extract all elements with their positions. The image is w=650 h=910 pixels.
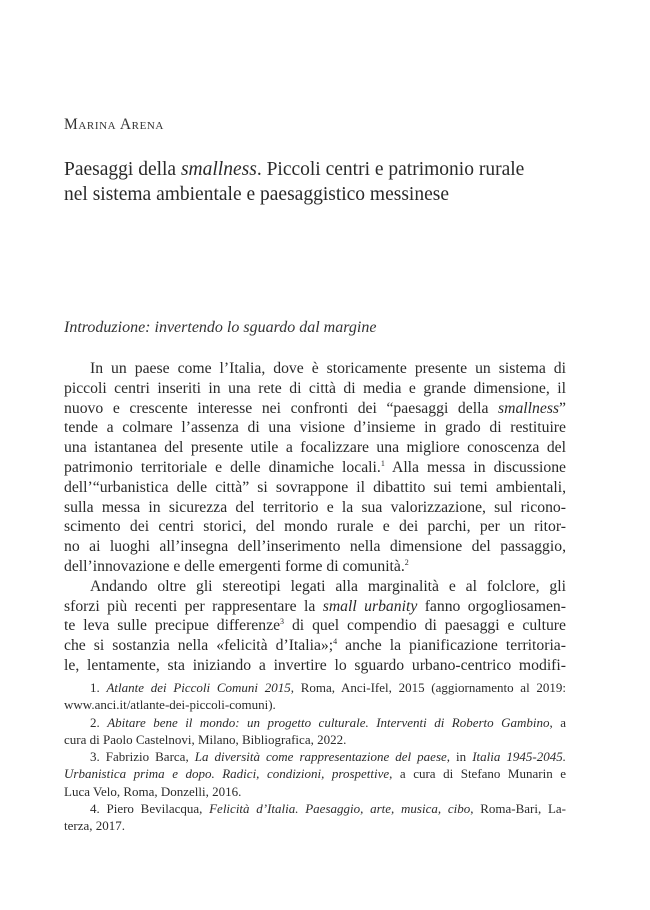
body-line: In un paese come l’Italia, dove è storicamente presente un sistema di [90, 360, 566, 377]
body-line: tende a colmare l’assenza di una visione d’insieme in grado di restituire [64, 419, 566, 437]
title-line-1 [64, 157, 584, 182]
chapter-title [64, 157, 584, 207]
footnote-4: 4. Piero Bevilacqua, Felicità d’Italia. Paesaggio, arte, musica, cibo, Roma-Bari, La- [90, 801, 566, 817]
footnotes [64, 679, 566, 835]
section-heading: Introduzione: invertendo lo sguardo dal margine [64, 319, 377, 336]
footnote-ref[interactable]: 1 [380, 458, 385, 468]
body-line: sulla messa in sicurezza del territorio e la sua valorizzazione, sul ricono- [64, 498, 566, 516]
footnote-1: 1. Atlante dei Piccoli Comuni 2015, Roma, Anci-Ifel, 2015 (aggiornamento al 2019: [90, 680, 567, 695]
body-text [64, 359, 566, 676]
body-line: le, lentamente, sta iniziando a invertire lo sguardo urbano-centrico modifi- [64, 656, 566, 674]
body-line: una istantanea del presente utile a focalizzare una migliore conoscenza del [64, 439, 566, 457]
footnote-2-cont: cura di Paolo Castelnovi, Milano, Bibliografica, 2022. [64, 731, 347, 747]
title-italic: smallness [180, 159, 257, 180]
body-line: dell’“urbanistica delle città” si sovrappone il dibattito sui temi ambientali, [64, 478, 566, 496]
footnote-ref[interactable]: 2 [404, 557, 409, 567]
body-line: scimento dei centri storici, del mondo rurale e dei parchi, per un ritor- [64, 518, 566, 536]
body-line: piccoli centri inseriti in una rete di città di media e grande dimensione, il [64, 379, 566, 397]
footnote-4-cont: terza, 2017. [64, 818, 126, 834]
body-line: te leva sulle precipue differenze$^3$ di quel compendio di paesaggi e culture [64, 617, 566, 635]
body-line: no ai luoghi all’insegna dell’inserimento nella dimensione del passaggio, [64, 538, 566, 556]
body-line: nuovo e crescente interesse nei confronti dei “paesaggi della smallness” [64, 399, 566, 417]
body-line: Andando oltre gli stereotipi legati alla marginalità e al folclore, gli [90, 577, 566, 595]
title-line-2: nel sistema ambientale e paesaggistico messinese [64, 184, 450, 205]
footnote-1-url[interactable]: www.anci.it/atlante-dei-piccoli-comuni). [64, 697, 276, 713]
footnote-ref[interactable]: 3 [280, 617, 285, 627]
body-line: sforzi più recenti per rappresentare la small urbanity fanno orgogliosamen- [64, 597, 566, 615]
footnote-3-cont: Luca Velo, Roma, Donzelli, 2016. [64, 783, 242, 799]
footnote-ref[interactable]: 4 [333, 636, 338, 646]
footnote-3: 3. Fabrizio Barca, La diversità come rappresentazione del paese, in Italia 1945-2045. [90, 749, 566, 765]
body-line: che si sostanzia nella «felicità d’Italia»;$^4$ anche la pianificazione territoria- [64, 636, 566, 655]
author-name: Marina Arena [64, 116, 164, 133]
footnote-3-cont: Urbanistica prima e dopo. Radici, condizioni, prospettive, a cura di Stefano Munarin e [64, 766, 566, 782]
title-text: . Piccoli centri e patrimonio rurale [256, 159, 525, 180]
title-text: Paesaggi della [64, 159, 181, 180]
body-line: patrimonio territoriale e delle dinamiche locali.$^1$ Alla messa in discussione [64, 458, 567, 476]
footnote-2: 2. Abitare bene il mondo: un progetto culturale. Interventi di Roberto Gambino, a [90, 714, 566, 730]
body-line: dell’innovazione e delle emergenti forme di comunità.$^2$ [64, 557, 409, 575]
